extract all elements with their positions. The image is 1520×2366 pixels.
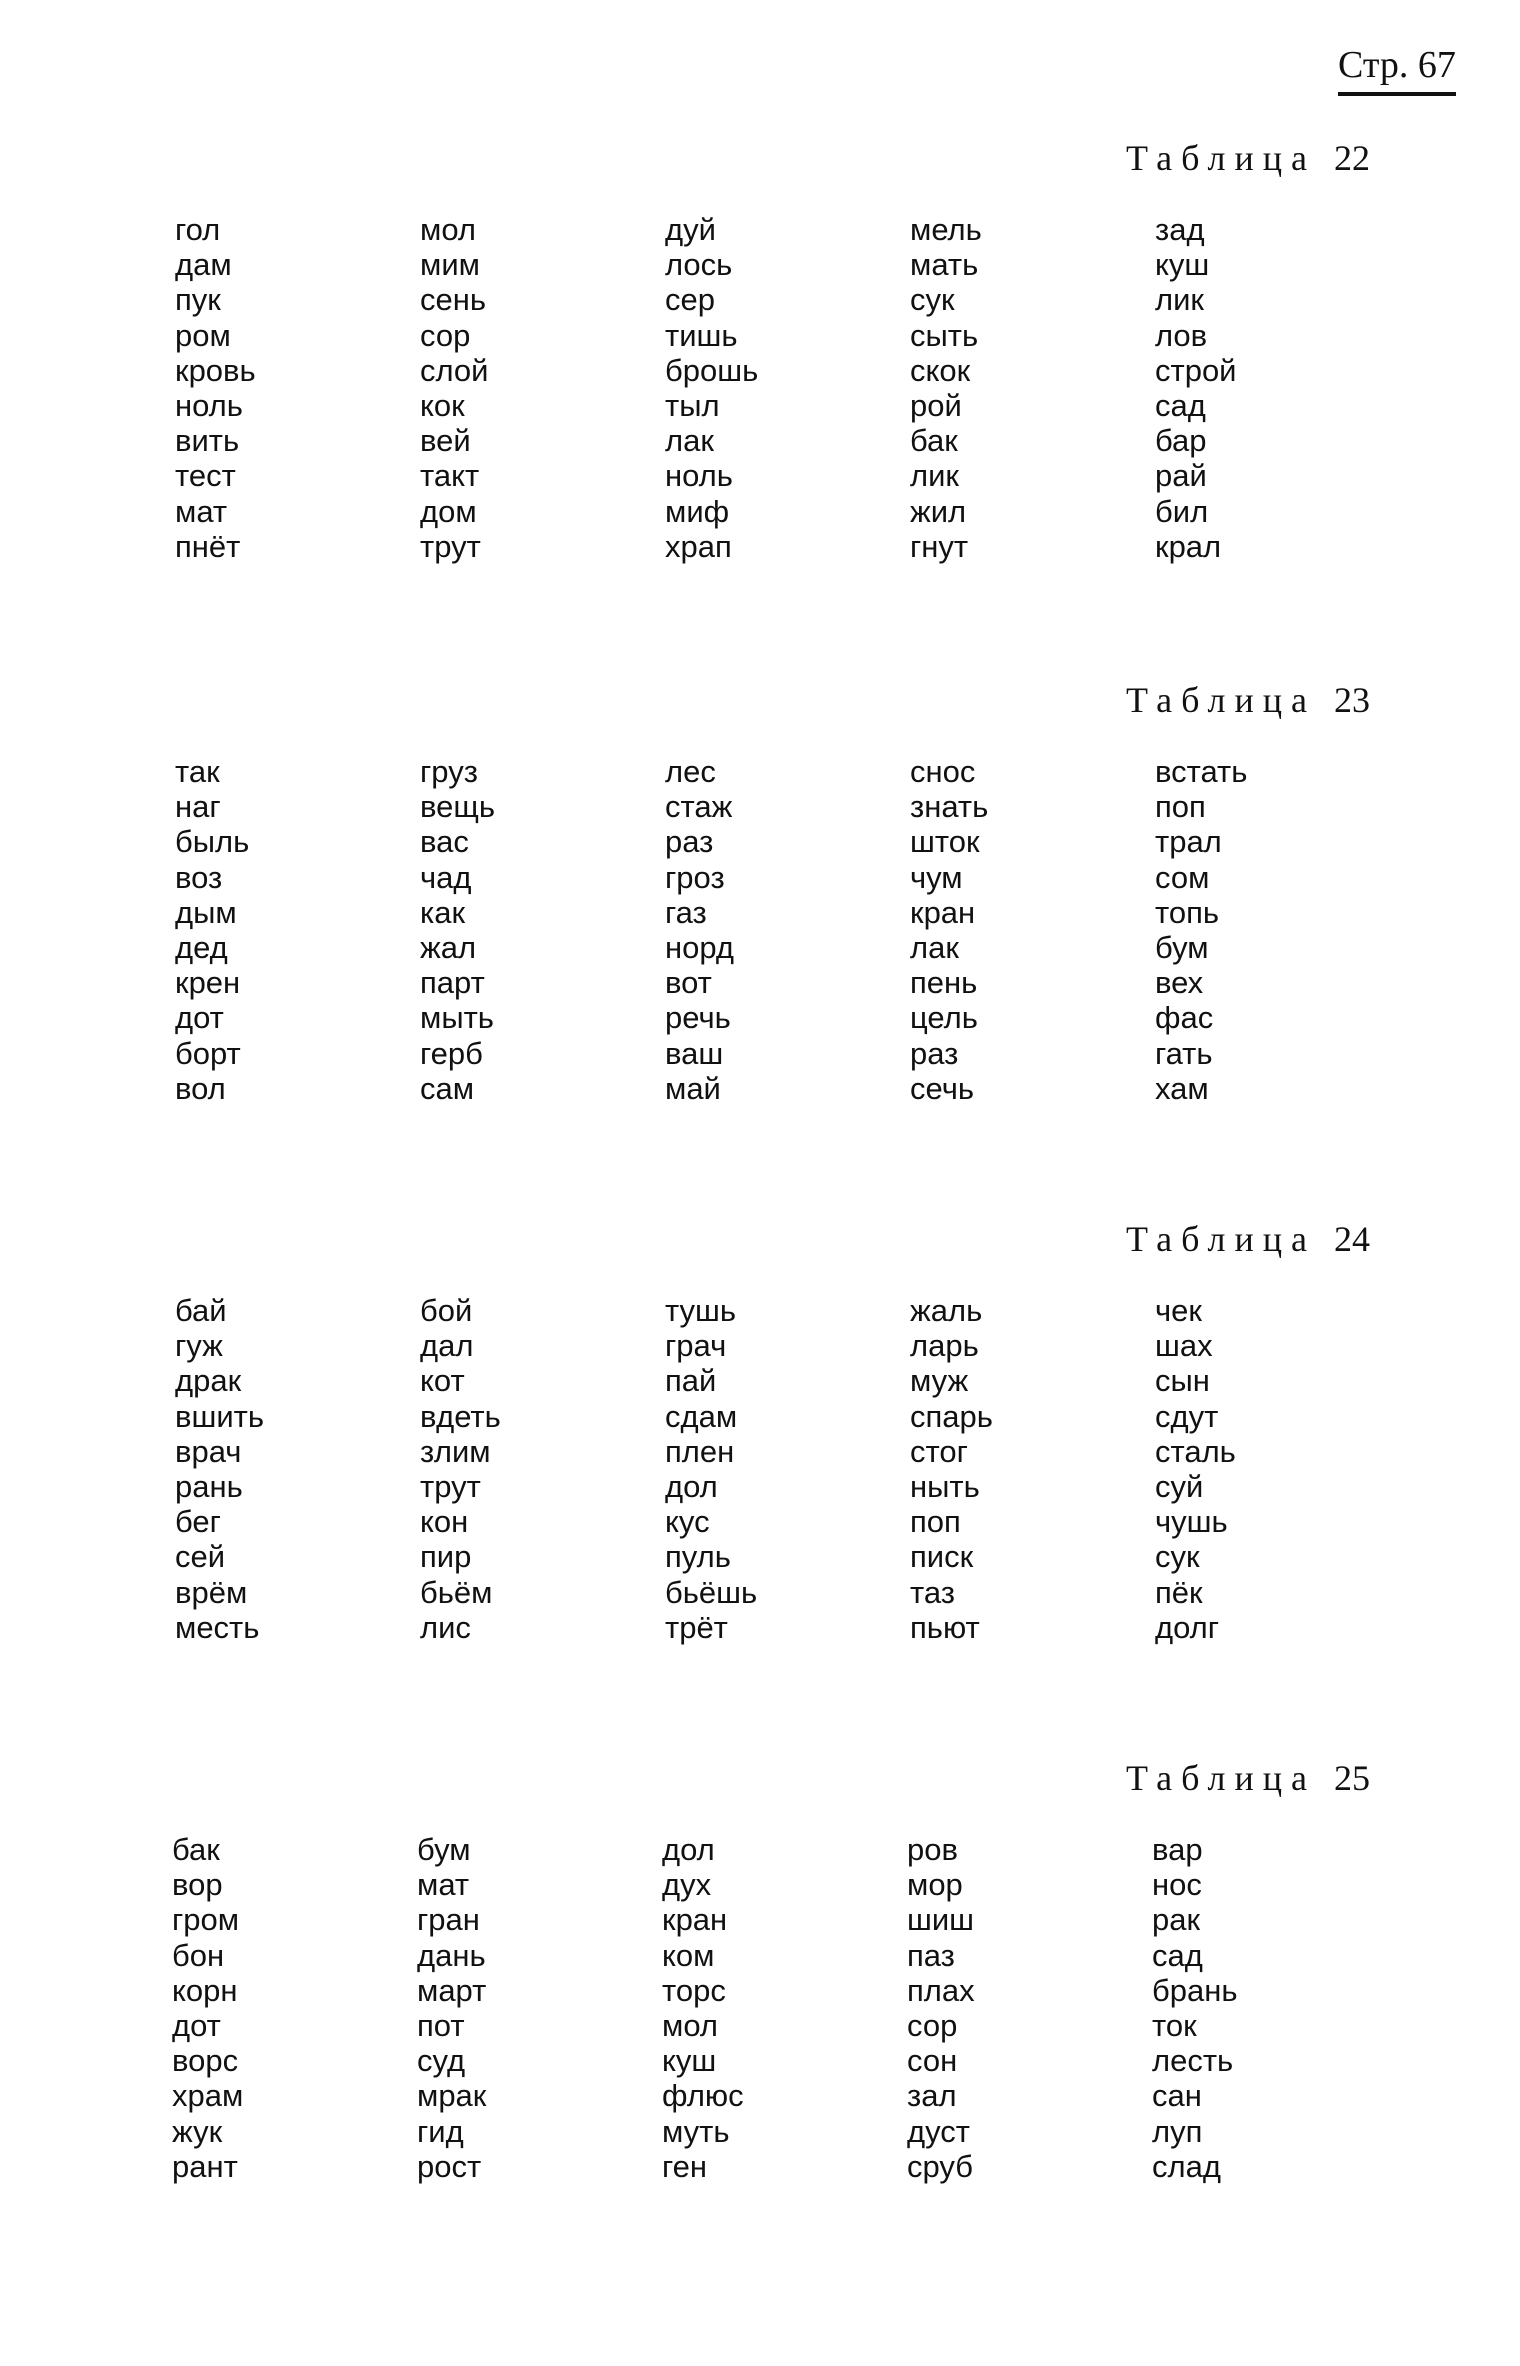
word: врём [175, 1574, 248, 1610]
word: дуй [665, 212, 716, 247]
word: лак [910, 929, 959, 965]
word: брань [1152, 1972, 1238, 2008]
word: крен [175, 965, 241, 1001]
word: поп [1155, 789, 1206, 825]
word: лик [1155, 282, 1204, 318]
word: ком [662, 1937, 715, 1973]
word: ваш [665, 1035, 724, 1071]
word: дом [420, 493, 477, 529]
word: гол [175, 212, 221, 247]
word: чек [1155, 1293, 1202, 1328]
word: суй [1155, 1468, 1204, 1504]
word: сын [1155, 1363, 1210, 1399]
word: снос [910, 754, 976, 789]
word: мим [420, 247, 480, 283]
word-column [1155, 754, 1247, 1106]
word: пень [910, 965, 978, 1001]
word: лесть [1152, 2043, 1234, 2079]
word: трал [1155, 824, 1222, 860]
word: кок [420, 387, 465, 423]
word: мол [662, 2007, 718, 2043]
word-column [420, 212, 489, 564]
word: бар [1155, 423, 1207, 459]
word: рант [172, 2148, 238, 2184]
word: дань [417, 1937, 486, 1973]
word-column [420, 1293, 501, 1645]
word-column [907, 1832, 975, 2184]
table-number: 22 [1334, 138, 1370, 178]
word: сук [910, 282, 955, 318]
word: сдут [1155, 1398, 1219, 1434]
word: мат [175, 493, 228, 529]
word: вдеть [420, 1398, 501, 1434]
word: лак [665, 423, 714, 459]
word: ген [662, 2148, 707, 2184]
word: бак [172, 1832, 220, 1867]
word: пук [175, 282, 221, 318]
page-number: Стр. 67 [1338, 46, 1456, 96]
word: рак [1152, 1902, 1201, 1938]
table-number: 25 [1334, 1758, 1370, 1798]
word: бой [420, 1293, 473, 1328]
word: сук [1155, 1539, 1200, 1575]
word: сей [175, 1539, 226, 1575]
word: дед [175, 929, 228, 965]
word: бон [172, 1937, 225, 1973]
word: наг [175, 789, 221, 825]
word: лис [420, 1609, 471, 1645]
word-column [1155, 212, 1237, 564]
word: ром [175, 317, 231, 353]
word: март [417, 1972, 487, 2008]
word-column [910, 1293, 993, 1645]
word-column [175, 754, 249, 1106]
word: писк [910, 1539, 974, 1575]
word-column [910, 754, 988, 1106]
word: грач [665, 1328, 727, 1364]
word: дот [175, 1000, 224, 1036]
word: строй [1155, 352, 1237, 388]
table-number: 23 [1334, 680, 1370, 720]
word: сом [1155, 859, 1210, 895]
word: кот [420, 1363, 465, 1399]
table-title-word: Таблица [1126, 680, 1316, 720]
word-column [420, 754, 495, 1106]
word: храм [172, 2078, 244, 2114]
word: вить [175, 423, 240, 459]
word: кон [420, 1504, 469, 1540]
word: шиш [907, 1902, 975, 1938]
word: дуст [907, 2113, 970, 2149]
word: дух [662, 1867, 712, 1903]
word: стаж [665, 789, 733, 825]
word: дол [665, 1468, 718, 1504]
word: газ [665, 894, 707, 930]
word: знать [910, 789, 989, 825]
word: хам [1155, 1070, 1209, 1106]
word: скок [910, 352, 971, 388]
word: поп [910, 1504, 961, 1540]
word: пуль [665, 1539, 731, 1575]
word: встать [1155, 754, 1248, 789]
word: бум [417, 1832, 471, 1867]
word: флюс [662, 2078, 744, 2114]
word: рост [417, 2148, 482, 2184]
word: вор [172, 1867, 223, 1903]
word: мат [417, 1867, 470, 1903]
word: мор [907, 1867, 963, 1903]
word-column [175, 212, 256, 564]
word: гром [172, 1902, 240, 1938]
word: пёк [1155, 1574, 1203, 1610]
word: куш [1155, 247, 1210, 283]
word: пай [665, 1363, 717, 1399]
word: жаль [910, 1293, 983, 1328]
word: вшить [175, 1398, 265, 1434]
word: борт [175, 1035, 241, 1071]
word: дот [172, 2007, 221, 2043]
word: ток [1152, 2007, 1197, 2043]
word: суд [417, 2043, 466, 2079]
word: вещь [420, 789, 496, 825]
table-title-word: Таблица [1126, 1219, 1316, 1259]
word: зал [907, 2078, 957, 2114]
word: стог [910, 1433, 968, 1469]
word: муж [910, 1363, 969, 1399]
table-title-word: Таблица [1126, 138, 1316, 178]
word: вот [665, 965, 712, 1001]
word: топь [1155, 894, 1220, 930]
word-column [665, 212, 758, 564]
word: быль [175, 824, 250, 860]
word: гроз [665, 859, 725, 895]
word: сан [1152, 2078, 1202, 2114]
word: вей [420, 423, 471, 459]
word: тест [175, 458, 236, 494]
word: фас [1155, 1000, 1214, 1036]
word: рой [910, 387, 962, 423]
word: корн [172, 1972, 238, 2008]
word: сыть [910, 317, 979, 353]
word: пнёт [175, 528, 241, 564]
word: как [420, 894, 466, 930]
word: бьём [420, 1574, 493, 1610]
word: цель [910, 1000, 978, 1036]
word: жал [420, 929, 477, 965]
word: месть [175, 1609, 260, 1645]
word: трёт [665, 1609, 728, 1645]
word: ворс [172, 2043, 239, 2079]
word: воз [175, 859, 223, 895]
word: тыл [665, 387, 720, 423]
table-title [1126, 682, 1370, 718]
word: трут [420, 1468, 481, 1504]
word: сдам [665, 1398, 738, 1434]
word: сад [1155, 387, 1206, 423]
word: сечь [910, 1070, 975, 1106]
word: сталь [1155, 1433, 1236, 1469]
table-title-word: Таблица [1126, 1758, 1316, 1798]
word: шах [1155, 1328, 1213, 1364]
word: дал [420, 1328, 474, 1364]
word: дам [175, 247, 232, 283]
word: лес [665, 754, 716, 789]
word: пот [417, 2007, 465, 2043]
word: сор [420, 317, 471, 353]
word: кровь [175, 352, 256, 388]
word: сад [1152, 1937, 1203, 1973]
word: торс [662, 1972, 726, 2008]
word: сон [907, 2043, 958, 2079]
word: зад [1155, 212, 1205, 247]
word: гнут [910, 528, 969, 564]
word: жук [172, 2113, 223, 2149]
word: сер [665, 282, 715, 318]
word: бак [910, 423, 958, 459]
word-column [1155, 1293, 1236, 1645]
word: трут [420, 528, 481, 564]
word-column [1152, 1832, 1238, 2184]
word: лось [665, 247, 733, 283]
word: груз [420, 754, 478, 789]
word: плен [665, 1433, 735, 1469]
word: ров [907, 1832, 958, 1867]
word: вол [175, 1070, 226, 1106]
word: раз [665, 824, 714, 860]
word: крал [1155, 528, 1222, 564]
word: сам [420, 1070, 475, 1106]
word: луп [1152, 2113, 1203, 2149]
word: лов [1155, 317, 1208, 353]
word: кус [665, 1504, 710, 1540]
word: паз [907, 1937, 955, 1973]
word: вех [1155, 965, 1204, 1001]
word-column [417, 1832, 486, 2184]
word: пир [420, 1539, 472, 1575]
word: сор [907, 2007, 958, 2043]
word: речь [665, 1000, 731, 1036]
word: вар [1152, 1832, 1203, 1867]
word: сень [420, 282, 487, 318]
word: норд [665, 929, 734, 965]
word: кран [662, 1902, 728, 1938]
word: бум [1155, 929, 1209, 965]
word: куш [662, 2043, 717, 2079]
word-column [175, 1293, 264, 1645]
word: плах [907, 1972, 975, 2008]
word: долг [1155, 1609, 1220, 1645]
word: шток [910, 824, 980, 860]
word: ноль [665, 458, 733, 494]
word-column [665, 754, 734, 1106]
word: раз [910, 1035, 959, 1071]
word: дол [662, 1832, 715, 1867]
word: рай [1155, 458, 1207, 494]
word: ноль [175, 387, 243, 423]
word: слад [1152, 2148, 1221, 2184]
word: вас [420, 824, 469, 860]
word: кран [910, 894, 976, 930]
word: мать [910, 247, 979, 283]
word: мыть [420, 1000, 494, 1036]
word: мрак [417, 2078, 487, 2114]
word: пьют [910, 1609, 980, 1645]
word: чад [420, 859, 472, 895]
word: храп [665, 528, 732, 564]
word: бьёшь [665, 1574, 758, 1610]
word: гид [417, 2113, 464, 2149]
word: злим [420, 1433, 491, 1469]
word: так [175, 754, 220, 789]
word: врач [175, 1433, 242, 1469]
word: чум [910, 859, 963, 895]
table-title [1126, 140, 1370, 176]
word: слой [420, 352, 489, 388]
word: такт [420, 458, 480, 494]
word: май [665, 1070, 721, 1106]
word: герб [420, 1035, 483, 1071]
word: бил [1155, 493, 1209, 529]
word: брошь [665, 352, 759, 388]
word: нос [1152, 1867, 1202, 1903]
word: гуж [175, 1328, 223, 1364]
word: гран [417, 1902, 480, 1938]
word: драк [175, 1363, 242, 1399]
word: тушь [665, 1293, 737, 1328]
word-column [910, 212, 982, 564]
word: парт [420, 965, 485, 1001]
word: рань [175, 1468, 243, 1504]
word: гать [1155, 1035, 1213, 1071]
word: чушь [1155, 1504, 1228, 1540]
word: спарь [910, 1398, 993, 1434]
word: муть [662, 2113, 730, 2149]
word: бег [175, 1504, 221, 1540]
word: ныть [910, 1468, 980, 1504]
word: сруб [907, 2148, 973, 2184]
table-title [1126, 1221, 1370, 1257]
word: тишь [665, 317, 738, 353]
word-column [665, 1293, 757, 1645]
word: бай [175, 1293, 227, 1328]
table-title [1126, 1760, 1370, 1796]
word-column [662, 1832, 744, 2184]
word: лик [910, 458, 959, 494]
word: жил [910, 493, 967, 529]
word: миф [665, 493, 730, 529]
word: дым [175, 894, 237, 930]
word: таз [910, 1574, 955, 1610]
word: ларь [910, 1328, 979, 1364]
word-column [172, 1832, 243, 2184]
table-number: 24 [1334, 1219, 1370, 1259]
word: мель [910, 212, 982, 247]
word: мол [420, 212, 476, 247]
